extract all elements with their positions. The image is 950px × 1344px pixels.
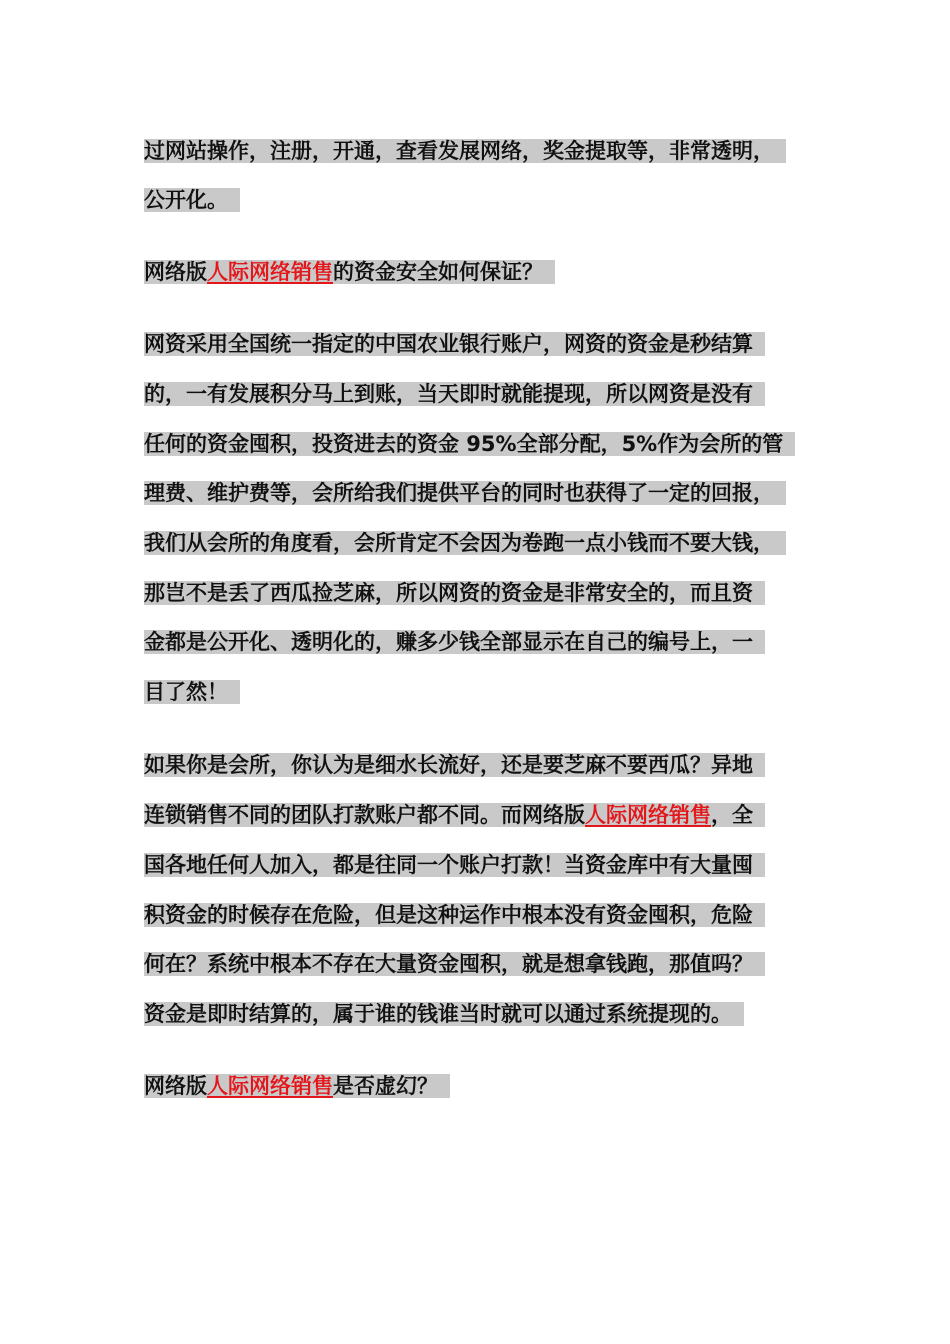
text-run: 那岂不是丢了西瓜捡芝麻，所以网资的资金是非常安全的，而且资 — [144, 581, 765, 605]
heading-run — [144, 1074, 450, 1098]
paragraph-line — [144, 138, 786, 164]
text-run: 国各地任何人加入，都是往同一个账户打款！当资金库中有大量囤 — [144, 853, 765, 877]
paragraph-line — [144, 431, 795, 457]
text-run: 的，一有发展积分马上到账，当天即时就能提现，所以网资是没有 — [144, 382, 765, 406]
section-heading — [144, 1073, 450, 1099]
paragraph-line — [144, 1001, 744, 1027]
text-run: 金都是公开化、透明化的，赚多少钱全部显示在自己的编号上，一 — [144, 630, 765, 654]
paragraph-line — [144, 951, 765, 977]
keyword-link[interactable]: 人际网络销售 — [207, 1074, 333, 1098]
text-run: 公开化。 — [144, 188, 240, 212]
paragraph-line — [144, 852, 765, 878]
keyword-link[interactable]: 人际网络销售 — [207, 260, 333, 284]
paragraph-line — [144, 902, 765, 928]
keyword-link[interactable]: 人际网络销售 — [585, 803, 711, 827]
paragraph-line — [144, 679, 240, 705]
heading-run — [144, 260, 555, 284]
text-run: 过网站操作，注册，开通，查看发展网络，奖金提取等，非常透明， — [144, 139, 786, 163]
paragraph-line — [144, 802, 765, 828]
text-run: 如果你是会所，你认为是细水长流好，还是要芝麻不要西瓜？异地 — [144, 753, 765, 777]
text-run: 理费、维护费等，会所给我们提供平台的同时也获得了一定的回报， — [144, 481, 786, 505]
text-prefix: 连锁销售不同的团队打款账户都不同。而网络版 — [144, 803, 585, 827]
paragraph-line — [144, 480, 786, 506]
text-run: 资金是即时结算的，属于谁的钱谁当时就可以通过系统提现的。 — [144, 1002, 744, 1026]
text-run: 任何的资金囤积，投资进去的资金 95%全部分配，5%作为会所的管 — [144, 432, 795, 456]
text-suffix: ，全 — [711, 803, 753, 827]
paragraph-line — [144, 381, 765, 407]
paragraph-line — [144, 580, 765, 606]
section-heading — [144, 259, 555, 285]
heading-prefix: 网络版 — [144, 260, 207, 284]
heading-prefix: 网络版 — [144, 1074, 207, 1098]
text-run: 我们从会所的角度看，会所肯定不会因为卷跑一点小钱而不要大钱， — [144, 531, 786, 555]
paragraph-line — [144, 530, 786, 556]
text-run: 网资采用全国统一指定的中国农业银行账户，网资的资金是秒结算 — [144, 332, 765, 356]
text-run: 目了然！ — [144, 680, 240, 704]
paragraph-line — [144, 629, 765, 655]
text-run: 积资金的时候存在危险，但是这种运作中根本没有资金囤积，危险 — [144, 903, 765, 927]
heading-suffix: 的资金安全如何保证？ — [333, 260, 543, 284]
paragraph-line — [144, 187, 240, 213]
paragraph-line — [144, 752, 765, 778]
text-run: 何在？系统中根本不存在大量资金囤积，就是想拿钱跑，那值吗？ — [144, 952, 765, 976]
text-run — [144, 803, 765, 827]
heading-suffix: 是否虚幻？ — [333, 1074, 438, 1098]
paragraph-line — [144, 331, 765, 357]
